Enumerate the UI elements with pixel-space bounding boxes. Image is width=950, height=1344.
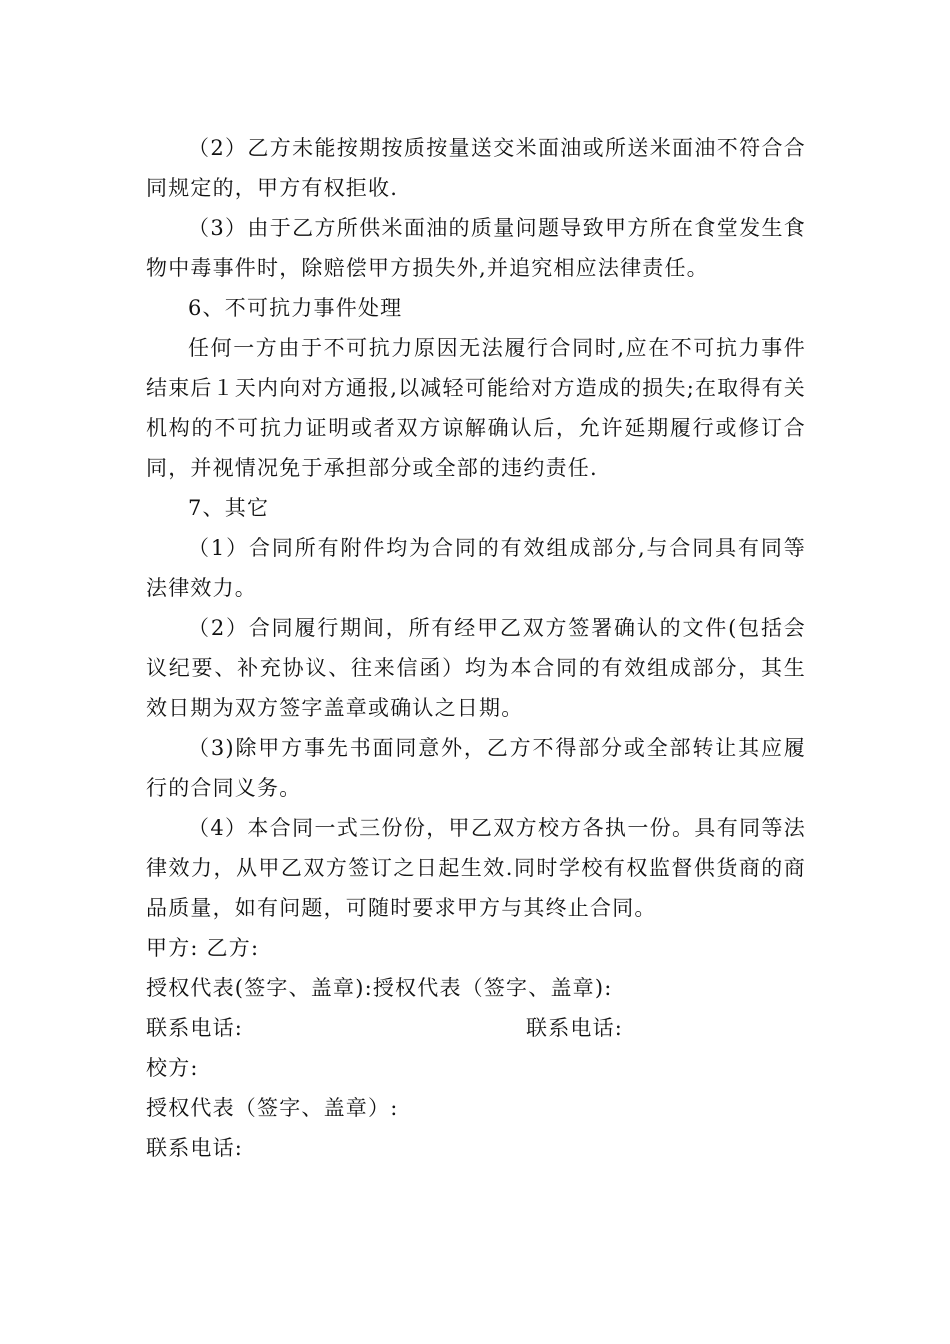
- section-6-heading: 6、不可抗力事件处理: [188, 296, 403, 320]
- signature-school: 校方:: [146, 1056, 199, 1080]
- clause-7-3: （3)除甲方事先书面同意外，乙方不得部分或全部转让其应履行的合同义务。: [146, 736, 806, 800]
- clause-7-2: （2）合同履行期间，所有经甲乙双方签署确认的文件(包括会议纪要、补充协议、往来信函）均为本合同的有效组成部分，其生效日期为双方签字盖章或确认之日期。: [146, 616, 806, 720]
- signature-school-phone: 联系电话:: [146, 1136, 244, 1160]
- section-6-text: 任何一方由于不可抗力原因无法履行合同时,应在不可抗力事件结束后１天内向对方通报,以减轻可能给对方造成的损失;在取得有关机构的不可抗力证明或者双方谅解确认后，允许延期履行或修订合同，并视情况免于承担部分或全部的违约责任.: [146, 336, 806, 480]
- clause-7-4: （4）本合同一式三份份，甲乙双方校方各执一份。具有同等法律效力，从甲乙双方签订之日起生效.同时学校有权监督供货商的商品质量，如有问题，可随时要求甲方与其终止合同。: [146, 816, 806, 920]
- clause-5-2: （2）乙方未能按期按质按量送交米面油或所送米面油不符合合同规定的，甲方有权拒收.: [146, 136, 806, 200]
- signature-parties: 甲方: 乙方:: [146, 936, 260, 960]
- signature-phone-row: [146, 1008, 806, 1048]
- signature-authorized-both: 授权代表(签字、盖章):授权代表（签字、盖章):: [146, 976, 613, 1000]
- signature-school-authorized: 授权代表（签字、盖章）:: [146, 1096, 399, 1120]
- phone-label-left: 联系电话:: [146, 1016, 244, 1040]
- section-7-heading: 7、其它: [188, 496, 270, 520]
- clause-5-3: （3）由于乙方所供米面油的质量问题导致甲方所在食堂发生食物中毒事件时，除赔偿甲方损失外,并追究相应法律责任。: [146, 216, 806, 280]
- contract-body: [146, 128, 806, 1168]
- clause-7-1: （1）合同所有附件均为合同的有效组成部分,与合同具有同等法律效力。: [146, 536, 806, 600]
- phone-label-right: 联系电话:: [526, 1016, 624, 1040]
